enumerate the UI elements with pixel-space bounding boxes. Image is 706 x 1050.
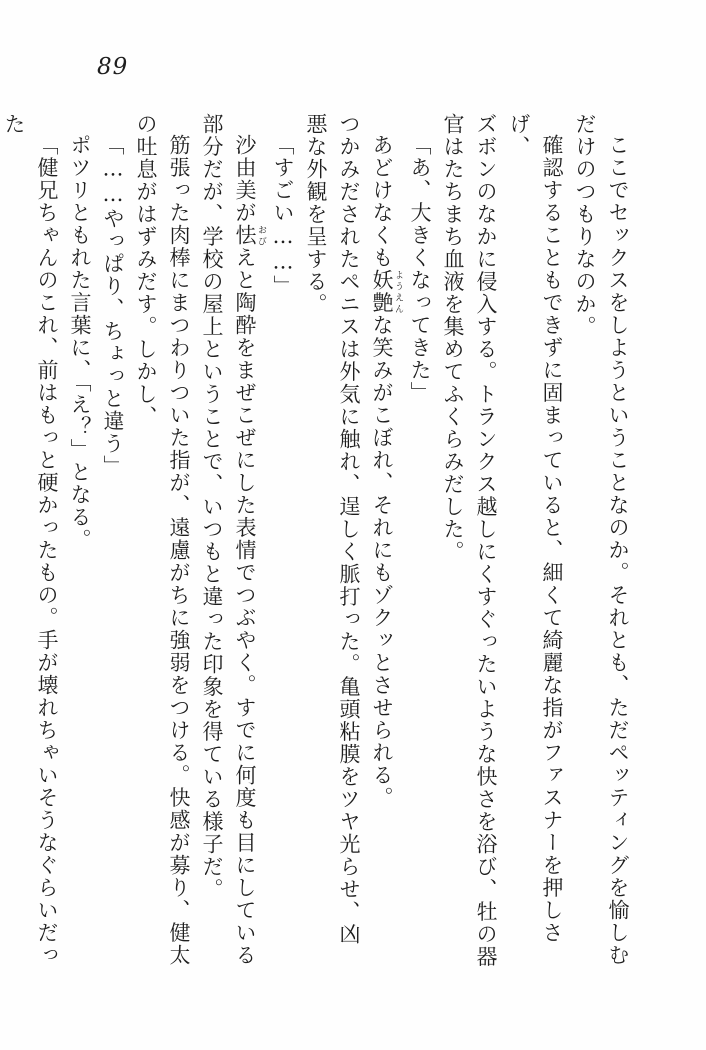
text-line: 悪な外観を呈する。: [304, 113, 328, 316]
page-number: 89: [97, 54, 129, 80]
text-line: 「すごい……」: [271, 134, 295, 298]
text-line: 「健兄ちゃんのこれ、前はもっと硬かったもの。手が壊れちゃいそうなぐらいだった: [2, 113, 59, 967]
text-line: つかみだされたペニスは外気に触れ、逞しく脈打った。亀頭粘膜をツヤ光らせ、凶: [337, 113, 361, 946]
vertical-text-block: [0, 113, 634, 973]
text-line: ズボンのなかに侵入する。トランクス越しにくすぐったいような快さを浴び、牡の器: [474, 113, 498, 968]
text-line: 部分だが、学校の屋上ということで、いつもと違った印象を得ている様子だ。: [200, 113, 224, 901]
text-line: 筋張った肉棒にまつわりついた指が、遠慮がちに強弱をつける。快感が募り、健太: [167, 134, 191, 967]
text-line: 官はたちまち血液を集めてふくらみだした。: [441, 113, 465, 563]
text-line: の吐息がはずみだす。しかし、: [134, 113, 158, 428]
text-line: 「……やっぱり、ちょっと違う」: [101, 134, 125, 478]
ruby-annotated-word: 妖艶 ようえん: [370, 269, 403, 314]
text-line: ポツリともれた言葉に、「え？」となる。: [68, 134, 92, 551]
text-line: 「あ、大きくなってきた」: [408, 134, 432, 404]
text-line: ここでセックスをしようということなのか。それとも、ただペッティングを愉しむ: [606, 134, 630, 967]
text-line: 確認することもできずに固まっていると、細くて綺麗な指がファスナーを押しさげ、: [507, 113, 564, 944]
text-line: 沙由美が怯 おびえと陶酔をまぜこぜにした表情でつぶやく。すでに何度も目にしている: [233, 134, 266, 967]
ruby-annotated-word: 怯 おび: [233, 224, 266, 247]
text-line: だけのつもりなのか。: [573, 113, 597, 338]
text-line: あどけなくも妖艶 ようえんな笑みがこぼれ、それにもゾクッとさせられる。: [370, 134, 403, 809]
